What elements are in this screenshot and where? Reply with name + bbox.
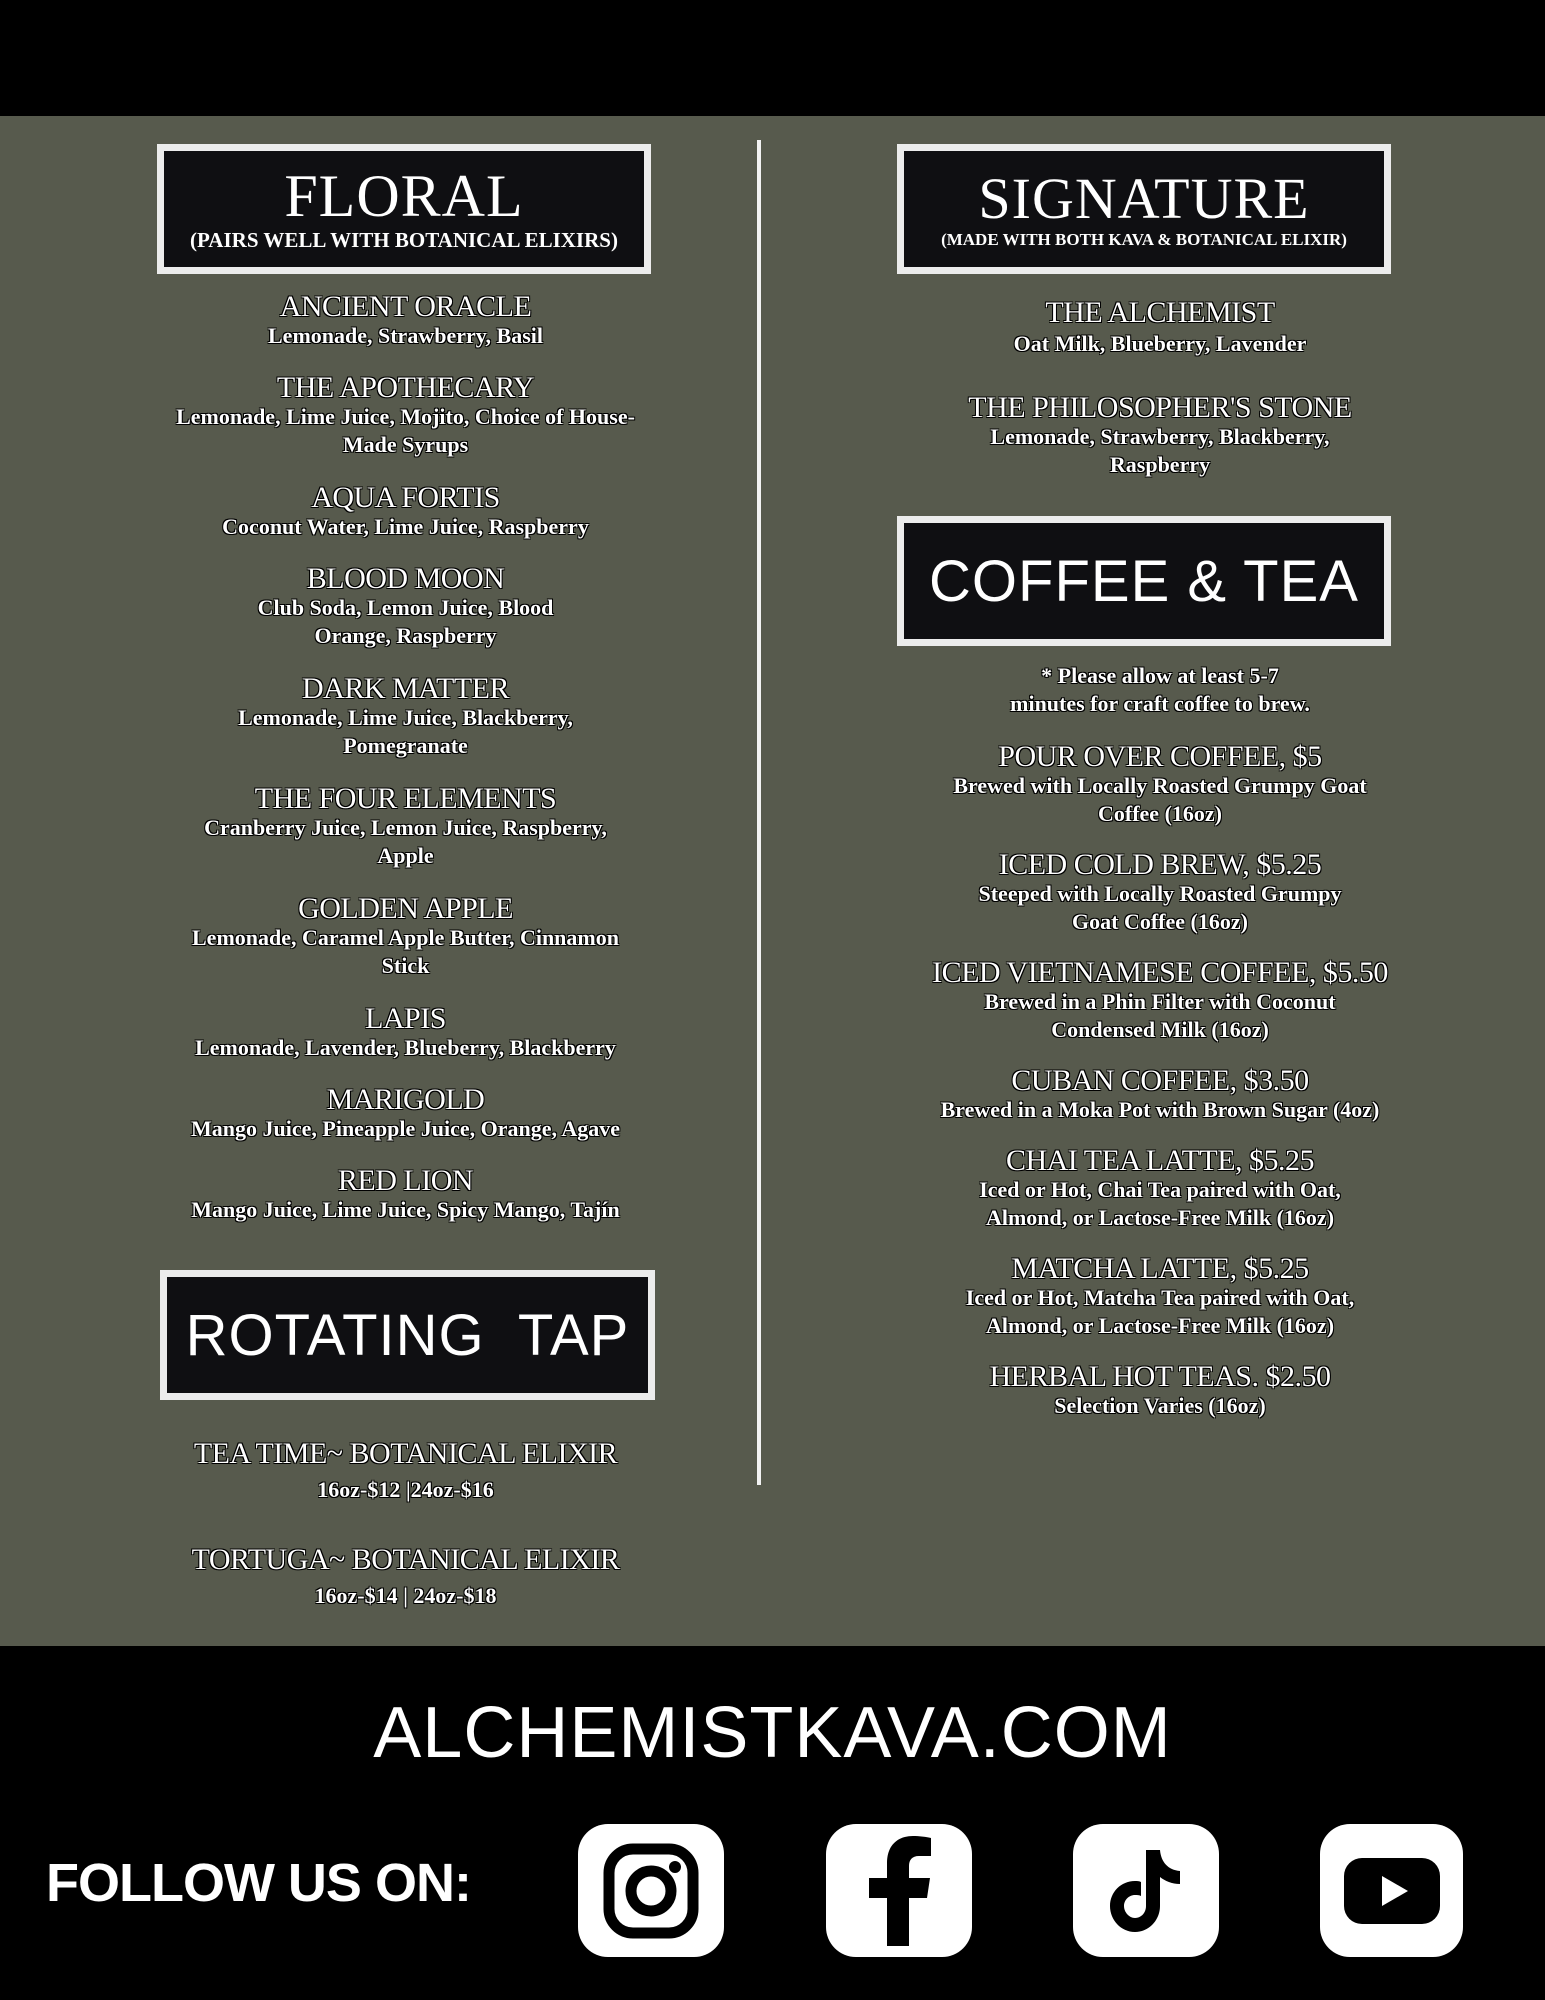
menu-item (900, 1362, 1420, 1422)
menu-item (900, 296, 1420, 393)
signature-subtitle: (MADE WITH BOTH KAVA & BOTANICAL ELIXIR) (941, 230, 1347, 249)
menu-item (148, 1542, 663, 1618)
floral-header (157, 144, 651, 274)
item-name: DARK MATTER (301, 672, 509, 705)
item-desc: Club Soda, Lemon Juice, Blood Orange, Raspberry (257, 595, 554, 648)
rotating-tap-header (160, 1270, 655, 1400)
follow-label: FOLLOW US ON: (46, 1853, 471, 1913)
item-desc: Coconut Water, Lime Juice, Raspberry (222, 514, 589, 539)
item-desc: Lemonade, Caramel Apple Butter, Cinnamon Stick (192, 925, 619, 978)
menu-item (148, 674, 663, 784)
item-name: CUBAN COFFEE, $3.50 (1011, 1064, 1309, 1097)
youtube-icon[interactable] (1320, 1824, 1463, 1957)
item-desc: Brewed in a Moka Pot with Brown Sugar (4oz) (940, 1097, 1380, 1122)
instagram-icon[interactable] (578, 1824, 724, 1957)
item-name: THE ALCHEMIST (1045, 296, 1275, 329)
item-desc: Selection Varies (16oz) (1054, 1393, 1266, 1418)
item-desc: Mango Juice, Lime Juice, Spicy Mango, Tajín (191, 1197, 620, 1222)
item-name: THE APOTHECARY (276, 371, 535, 404)
menu-item (148, 373, 663, 483)
menu-item (148, 894, 663, 1004)
item-desc: Oat Milk, Blueberry, Lavender (1013, 331, 1307, 356)
item-desc: Iced or Hot, Chai Tea paired with Oat, Almond, or Lactose-Free Milk (16oz) (979, 1177, 1341, 1230)
floral-subtitle: (PAIRS WELL WITH BOTANICAL ELIXIRS) (190, 228, 618, 252)
menu-item (148, 1436, 663, 1542)
menu-item (900, 1254, 1420, 1362)
item-name: THE FOUR ELEMENTS (254, 782, 557, 815)
item-name: ICED COLD BREW, $5.25 (998, 848, 1322, 881)
menu-item (148, 1004, 663, 1085)
item-desc: Brewed with Locally Roasted Grumpy Goat Coffee (16oz) (953, 773, 1367, 826)
menu-item (900, 393, 1420, 483)
menu-item (148, 1166, 663, 1247)
item-name: CHAI TEA LATTE, $5.25 (1005, 1144, 1315, 1177)
item-name: AQUA FORTIS (311, 481, 500, 514)
menu-item (148, 784, 663, 894)
item-desc: Lemonade, Strawberry, Blackberry, Raspberry (990, 424, 1330, 477)
item-name: ANCIENT ORACLE (279, 290, 532, 323)
item-desc: Iced or Hot, Matcha Tea paired with Oat, Almond, or Lactose-Free Milk (16oz) (965, 1285, 1355, 1338)
rotating-tap-title: ROTATING TAP (185, 1302, 630, 1368)
item-name: GOLDEN APPLE (298, 892, 513, 925)
floral-list (148, 292, 663, 1247)
column-divider (757, 140, 761, 1485)
item-name: POUR OVER COFFEE, $5 (998, 740, 1322, 773)
rotating-list (148, 1436, 663, 1618)
item-name: HERBAL HOT TEAS. $2.50 (989, 1360, 1331, 1393)
signature-header (897, 144, 1391, 274)
menu-item (900, 1146, 1420, 1254)
item-name: LAPIS (365, 1002, 446, 1035)
top-bar (0, 0, 1545, 116)
floral-title: FLORAL (284, 163, 524, 229)
menu-item (900, 850, 1420, 958)
item-desc: Steeped with Locally Roasted Grumpy Goat Coffee (16oz) (978, 881, 1342, 934)
item-desc: Cranberry Juice, Lemon Juice, Raspberry, Apple (204, 815, 607, 868)
item-desc: Mango Juice, Pineapple Juice, Orange, Agave (191, 1116, 620, 1141)
signature-title: SIGNATURE (978, 166, 1310, 231)
item-desc: Lemonade, Lime Juice, Blackberry, Pomegranate (238, 705, 573, 758)
signature-list (900, 296, 1420, 483)
coffee-note: * Please allow at least 5-7 minutes for craft coffee to brew. (1010, 663, 1310, 716)
menu-item (148, 564, 663, 674)
item-name: TEA TIME~ BOTANICAL ELIXIR (193, 1437, 618, 1470)
item-name: THE PHILOSOPHER'S STONE (968, 391, 1352, 424)
item-desc: Brewed in a Phin Filter with Coconut Condensed Milk (16oz) (984, 989, 1336, 1042)
coffee-tea-title: COFFEE & TEA (929, 548, 1359, 614)
coffee-list (900, 662, 1420, 1422)
item-desc: Lemonade, Strawberry, Basil (268, 323, 543, 348)
menu-item (148, 483, 663, 564)
facebook-icon[interactable] (826, 1824, 972, 1957)
item-desc: 16oz-$14 | 24oz-$18 (314, 1583, 497, 1608)
item-name: TORTUGA~ BOTANICAL ELIXIR (191, 1543, 620, 1576)
menu-item (900, 1066, 1420, 1146)
menu-item (148, 292, 663, 373)
website-link[interactable]: ALCHEMISTKAVA.COM (373, 1693, 1172, 1773)
item-name: BLOOD MOON (306, 562, 505, 595)
coffee-tea-header (897, 516, 1391, 646)
menu-item (900, 742, 1420, 850)
item-desc: Lemonade, Lime Juice, Mojito, Choice of House-Made Syrups (176, 404, 635, 457)
item-name: RED LION (337, 1164, 474, 1197)
item-desc: Lemonade, Lavender, Blueberry, Blackberry (195, 1035, 616, 1060)
item-name: ICED VIETNAMESE COFFEE, $5.50 (932, 956, 1388, 989)
menu-item (148, 1085, 663, 1166)
menu-item (900, 958, 1420, 1066)
tiktok-icon[interactable] (1073, 1824, 1219, 1957)
item-name: MATCHA LATTE, $5.25 (1011, 1252, 1309, 1285)
item-name: MARIGOLD (326, 1083, 485, 1116)
item-desc: 16oz-$12 |24oz-$16 (317, 1477, 494, 1502)
